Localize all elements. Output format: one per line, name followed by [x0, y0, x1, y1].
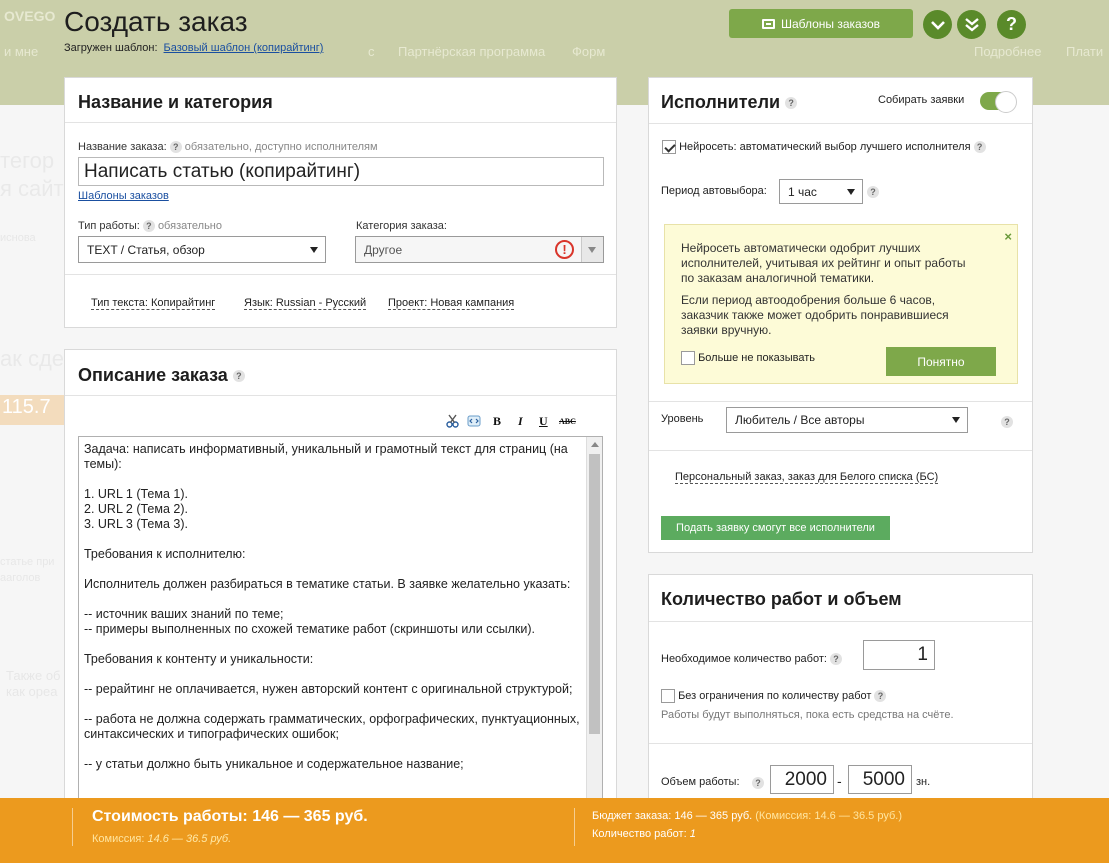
- chevron-down-icon: [931, 20, 945, 30]
- description-line: -- у статьи должно быть уникальное и содержательное название;: [84, 757, 464, 771]
- description-textarea[interactable]: [78, 436, 603, 801]
- count-label: Количество работ:: [592, 828, 687, 840]
- period-value: 1 час: [788, 184, 817, 199]
- description-text: [84, 442, 584, 772]
- templates-icon: [762, 19, 775, 29]
- dropdown-arrow-icon: [588, 247, 596, 253]
- dont-show-checkbox[interactable]: [681, 351, 695, 365]
- dropdown-arrow-icon: [952, 417, 960, 423]
- question-icon[interactable]: ?: [752, 777, 764, 789]
- question-icon[interactable]: ?: [830, 653, 842, 665]
- performers-title: Исполнители: [661, 92, 781, 112]
- strikethrough-button[interactable]: ABC: [559, 417, 576, 426]
- level-select[interactable]: [726, 407, 968, 433]
- description-line: Требования к исполнителю:: [84, 547, 246, 561]
- question-icon[interactable]: ?: [974, 141, 986, 153]
- loaded-template-label: Загружен шаблон:: [64, 42, 158, 54]
- loaded-template-link[interactable]: Базовый шаблон (копирайтинг): [163, 42, 324, 54]
- work-type-hint: обязательно: [157, 220, 222, 232]
- cost-text: Стоимость работы: 146 — 365 руб.: [92, 808, 368, 825]
- collapse-all-button[interactable]: [957, 10, 986, 39]
- qty-label-line: [661, 653, 842, 665]
- order-name-input[interactable]: Написать статью (копирайтинг): [78, 157, 604, 186]
- help-icon: ?: [1006, 14, 1017, 34]
- unlimited-line: [661, 689, 886, 703]
- dropdown-arrow-icon: [847, 189, 855, 195]
- neural-label: Нейросеть: автоматический выбор лучшего исполнителя: [679, 140, 971, 153]
- dont-show-line: [681, 351, 815, 365]
- level-label: Уровень: [661, 413, 704, 425]
- help-button[interactable]: [997, 10, 1026, 39]
- collect-requests-label: Собирать заявки: [878, 94, 965, 106]
- order-templates-button-label: Шаблоны заказов: [780, 16, 881, 31]
- period-select[interactable]: [779, 179, 863, 204]
- scrollbar-thumb[interactable]: [589, 454, 600, 734]
- close-icon[interactable]: ×: [1004, 229, 1012, 244]
- info-text-1: Нейросеть автоматически одобрит лучших исполнителей, учитывая их рейтинг и опыт работы по заказам аналогичной тематики.: [681, 241, 966, 285]
- question-icon[interactable]: ?: [867, 186, 879, 198]
- loaded-template-line: [64, 42, 323, 54]
- html-source-icon[interactable]: [467, 414, 481, 432]
- performers-title-line: [661, 92, 797, 113]
- language-link[interactable]: Язык: Russian - Русский: [244, 297, 367, 309]
- underline-button[interactable]: U: [539, 414, 548, 428]
- description-line: -- источник ваших знаний по теме;: [84, 607, 284, 621]
- description-line: Задача: написать информативный, уникальный и грамотный текст для страниц (на темы):: [84, 442, 568, 471]
- unlimited-checkbox[interactable]: [661, 689, 675, 703]
- description-line: -- примеры выполненных по схожей тематике работ (скриншоты или ссылки).: [84, 622, 536, 636]
- order-name-hint: обязательно, доступно исполнителям: [184, 141, 378, 153]
- volume-label: Объем работы:: [661, 776, 740, 788]
- order-name-label-line: [78, 141, 378, 153]
- period-label: Период автовыбора:: [661, 185, 767, 197]
- bottom-cost-bar: [0, 798, 1109, 863]
- question-icon[interactable]: ?: [233, 370, 245, 382]
- volume-dash: -: [837, 773, 842, 789]
- description-card: [64, 349, 617, 809]
- italic-button[interactable]: I: [518, 414, 523, 428]
- description-line: Исполнитель должен разбираться в тематике статьи. В заявке желательно указать:: [84, 577, 571, 591]
- question-icon[interactable]: ?: [785, 97, 797, 109]
- category-dropdown-button[interactable]: [581, 237, 603, 262]
- volume-to-input[interactable]: 5000: [848, 765, 912, 794]
- neural-line: [662, 140, 986, 154]
- text-type-link[interactable]: Тип текста: Копирайтинг: [91, 297, 216, 309]
- description-title-line: [78, 365, 245, 386]
- name-category-title: Название и категория: [78, 92, 273, 112]
- scroll-up-arrow-icon[interactable]: [591, 442, 599, 447]
- category-value: Другое: [364, 242, 403, 257]
- collapse-button[interactable]: [923, 10, 952, 39]
- budget-line: [592, 810, 902, 822]
- question-icon[interactable]: ?: [170, 141, 182, 153]
- all-performers-button[interactable]: Подать заявку смогут все исполнители: [661, 516, 890, 540]
- volume-title: Количество работ и объем: [661, 589, 902, 609]
- info-text-2: Если период автоодобрения больше 6 часов, заказчик также может одобрить понравившиеся заявки вручную.: [681, 293, 949, 337]
- level-value: Любитель / Все авторы: [735, 413, 865, 427]
- performers-card: [648, 77, 1033, 553]
- budget-label: Бюджет заказа: 146 — 365 руб.: [592, 810, 753, 822]
- question-icon[interactable]: ?: [874, 690, 886, 702]
- description-line: Требования к контенту и уникальности:: [84, 652, 314, 666]
- work-type-label: Тип работы:: [78, 220, 140, 232]
- collect-requests-toggle[interactable]: [980, 92, 1016, 110]
- dont-show-label: Больше не показывать: [698, 351, 815, 364]
- commission-line: [92, 833, 231, 845]
- scrollbar[interactable]: [586, 437, 602, 800]
- order-templates-link[interactable]: Шаблоны заказов: [78, 190, 169, 202]
- understood-button[interactable]: Понятно: [886, 347, 996, 376]
- commission-label: Комиссия:: [92, 833, 145, 845]
- count-value: 1: [689, 828, 696, 840]
- volume-card: [648, 574, 1033, 809]
- error-icon: !: [555, 240, 574, 259]
- question-icon[interactable]: ?: [1001, 416, 1013, 428]
- cut-icon[interactable]: [446, 414, 459, 432]
- page-title: Создать заказ: [64, 6, 248, 37]
- name-category-card: [64, 77, 617, 328]
- commission-value: 14.6 — 36.5 руб.: [147, 833, 232, 845]
- volume-unit: зн.: [916, 776, 931, 788]
- work-type-value: TEXT / Статья, обзор: [87, 242, 205, 257]
- neural-checkbox[interactable]: [662, 140, 676, 154]
- order-templates-button[interactable]: [729, 9, 913, 38]
- category-select[interactable]: [355, 236, 604, 263]
- qty-label: Необходимое количество работ:: [661, 653, 827, 665]
- description-line: 1. URL 1 (Тема 1).: [84, 487, 188, 501]
- work-type-select[interactable]: [78, 236, 326, 263]
- unlimited-hint: Работы будут выполняться, пока есть средства на счёте.: [661, 709, 954, 721]
- description-title: Описание заказа: [78, 365, 228, 385]
- description-line: -- рерайтинг не оплачивается, нужен авторский контент с оригинальной структурой;: [84, 682, 573, 696]
- project-link[interactable]: Проект: Новая кампания: [388, 297, 515, 309]
- count-line: [592, 828, 696, 840]
- budget-commission: (Комиссия: 14.6 — 36.5 руб.): [755, 810, 902, 822]
- question-icon[interactable]: ?: [143, 220, 155, 232]
- category-label: Категория заказа:: [356, 220, 447, 232]
- double-chevron-down-icon: [965, 17, 979, 33]
- description-line: 3. URL 3 (Тема 3).: [84, 517, 188, 531]
- dropdown-arrow-icon: [310, 247, 318, 253]
- personal-order-link[interactable]: Персональный заказ, заказ для Белого списка (БС): [675, 471, 939, 483]
- unlimited-label: Без ограничения по количеству работ: [678, 689, 872, 702]
- bold-button[interactable]: B: [493, 414, 502, 428]
- description-line: -- работа не должна содержать грамматических, орфографических, пунктуационных, синтаксических и типографических ошибок;: [84, 712, 580, 741]
- description-line: 2. URL 2 (Тема 2).: [84, 502, 188, 516]
- order-name-label: Название заказа:: [78, 141, 167, 153]
- volume-from-input[interactable]: 2000: [770, 765, 834, 794]
- qty-input[interactable]: 1: [863, 640, 935, 670]
- info-box: [664, 224, 1018, 384]
- work-type-label-line: [78, 220, 222, 232]
